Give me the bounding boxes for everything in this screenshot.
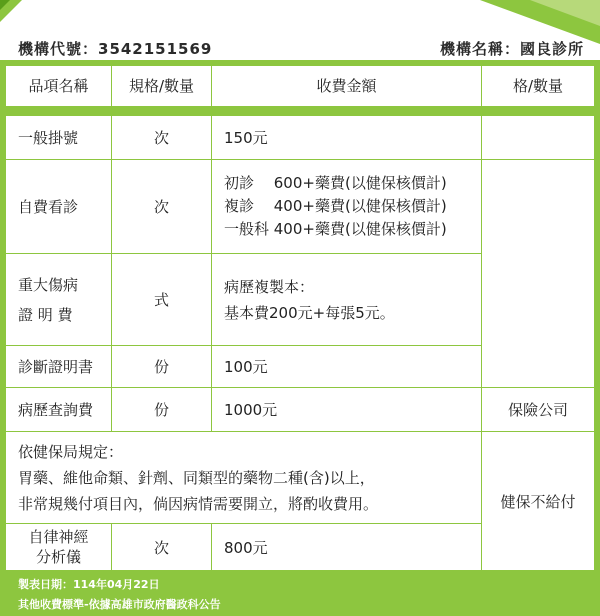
- header-item-name: 品項名稱: [6, 66, 112, 106]
- fee-line: 基本費200元+每張5元。: [224, 303, 395, 322]
- institution-name: 機構名稱：國良診所: [439, 40, 584, 58]
- item-line: 自律神經: [28, 528, 89, 546]
- row-ans-unit: 次: [112, 524, 212, 570]
- row-selfpay-fee: [212, 160, 482, 254]
- row-records-fee: 1000元: [212, 388, 482, 432]
- item-line: 分析儀: [35, 548, 81, 566]
- row-records-note: 保險公司: [482, 388, 594, 432]
- item-line: 證 明 費: [18, 305, 73, 324]
- corner-decoration-right-inner: [530, 0, 600, 26]
- row-general-note: [482, 116, 594, 160]
- not-covered-note: 健保不給付: [500, 492, 576, 511]
- row-major-injury-unit: 式: [112, 254, 212, 346]
- item-line: 重大傷病: [18, 275, 79, 294]
- row-general-unit: 次: [112, 116, 212, 160]
- rule-line: 胃藥、維他命類、針劑、同類型的藥物二種(含)以上，: [18, 468, 375, 487]
- row-diagnosis-unit: 份: [112, 346, 212, 388]
- note-empty-merged: [482, 160, 594, 388]
- footer: [0, 570, 600, 616]
- row-selfpay-unit: 次: [112, 160, 212, 254]
- issue-date: 製表日期：114年04月22日: [18, 578, 160, 591]
- header-unit: 規格/數量: [112, 66, 212, 106]
- row-major-injury-item: [6, 254, 112, 346]
- rule-line: 非常規幾付項目內，倘因病情需要開立，將酌收費用。: [18, 494, 379, 513]
- row-diagnosis-fee: 100元: [212, 346, 482, 388]
- row-records-item: 病歷查詢費: [6, 388, 112, 432]
- header-fee: 收費金額: [212, 66, 482, 106]
- row-selfpay-item: 自費看診: [6, 160, 112, 254]
- row-records-unit: 份: [112, 388, 212, 432]
- fee-line: 一般科 400+藥費(以健保核價計): [224, 220, 447, 238]
- fee-line: 病歷複製本：: [224, 277, 315, 296]
- fee-line: 初診 600+藥費(以健保核價計): [224, 174, 447, 192]
- table-header: [6, 66, 594, 106]
- row-general-fee: 150元: [212, 116, 482, 160]
- rule-line: 依健保局規定：: [18, 442, 124, 461]
- corner-decoration-left-inner: [0, 0, 10, 10]
- row-ans-item: [6, 524, 112, 570]
- row-major-injury-fee: [212, 254, 482, 346]
- fee-source-note: 其他收費標準-依據高雄市政府醫政科公告: [18, 598, 221, 611]
- institution-code: 機構代號：3542151569: [18, 40, 213, 58]
- row-general-item: 一般掛號: [6, 116, 112, 160]
- row-ans-fee: 800元: [212, 524, 482, 570]
- header: [0, 34, 600, 60]
- table-body: [6, 116, 594, 570]
- row-diagnosis-item: 診斷證明書: [6, 346, 112, 388]
- fee-line: 複診 400+藥費(以健保核價計): [224, 197, 447, 215]
- nhi-rule-text: [6, 432, 482, 524]
- header-note: 格/數量: [512, 77, 564, 95]
